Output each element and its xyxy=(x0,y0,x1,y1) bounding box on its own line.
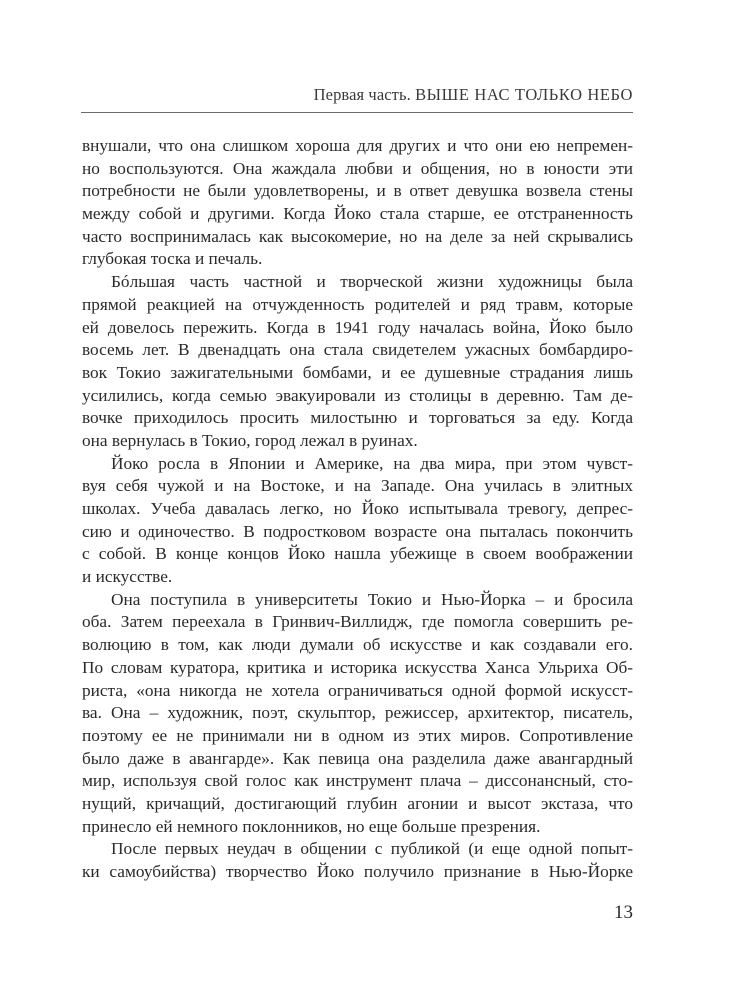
running-head xyxy=(82,84,633,106)
text-line: После первых неудач в общении с публикой (и еще одной попыт- xyxy=(111,839,633,859)
text-line: риста, «она никогда не хотела ограничиваться одной формой искусст- xyxy=(82,680,633,700)
body-text xyxy=(82,135,633,884)
text-line: ей довелось пережить. Когда в 1941 году началась война, Йоко было xyxy=(82,317,633,337)
text-line: волюцию в том, как люди думали об искусстве и как создавали его. xyxy=(82,635,633,655)
text-line: она вернулась в Токио, город лежал в руинах. xyxy=(82,430,418,450)
text-line: глубокая тоска и печаль. xyxy=(82,249,263,269)
text-line: восемь лет. В двенадцать она стала свидетелем ужасных бомбардиро- xyxy=(82,340,633,360)
text-line: вуя себя чужой и на Востоке, и на Западе. Она училась в элитных xyxy=(82,476,633,496)
text-line: Бóльшая часть частной и творческой жизни художницы была xyxy=(111,272,633,292)
text-line: поэтому ее не принимали ни в одном из этих миров. Сопротивление xyxy=(82,725,633,745)
text-line: Она поступила в университеты Токио и Нью-Йорка – и бросила xyxy=(111,589,633,609)
text-line: и искусстве. xyxy=(82,567,173,587)
text-line: вок Токио зажигательными бомбами, и ее душевные страдания лишь xyxy=(82,362,633,382)
paragraph xyxy=(82,589,633,839)
running-head-title: ВЫШЕ НАС ТОЛЬКО НЕБО xyxy=(415,85,633,104)
text-line: принесло ей немного поклонников, но еще больше презрения. xyxy=(82,816,541,836)
text-line: усилились, когда семью эвакуировали из столицы в деревню. Там де- xyxy=(82,385,633,405)
running-head-part: Первая часть. xyxy=(313,85,411,104)
text-line: было даже в авангарде». Как певица она разделила даже авангардный xyxy=(82,748,633,768)
text-line: вочке приходилось просить милостыню и торговаться за еду. Когда xyxy=(82,408,633,428)
header-rule xyxy=(81,112,633,113)
text-line: мир, используя свой голос как инструмент плача – диссонансный, сто- xyxy=(82,771,633,791)
text-line: ва. Она – художник, поэт, скульптор, режиссер, архитектор, писатель, xyxy=(82,703,633,723)
text-line: Йоко росла в Японии и Америке, на два мира, при этом чувст- xyxy=(111,453,633,473)
page-number: 13 xyxy=(614,902,633,923)
paragraph xyxy=(82,135,633,271)
paragraph xyxy=(82,453,633,589)
text-line: с собой. В конце концов Йоко нашла убежище в своем воображении xyxy=(82,544,633,564)
text-line: нущий, кричащий, достигающий глубин агонии и высот экстаза, что xyxy=(82,793,633,813)
text-line: По словам куратора, критика и историка искусства Ханса Ульриха Об- xyxy=(82,657,633,677)
text-line: внушали, что она слишком хороша для других и что они ею непремен- xyxy=(82,136,633,155)
text-line: прямой реакцией на отчужденность родителей и ряд травм, которые xyxy=(82,294,633,314)
text-line: но воспользуются. Она жаждала любви и общения, но в юности эти xyxy=(82,158,633,178)
text-line: между собой и другими. Когда Йоко стала старше, ее отстраненность xyxy=(82,204,633,224)
text-line: сию и одиночество. В подростковом возрасте она пыталась покончить xyxy=(82,521,633,541)
text-line: потребности не были удовлетворены, и в ответ девушка возвела стены xyxy=(82,181,633,201)
paragraph xyxy=(82,271,633,453)
text-line: ки самоубийства) творчество Йоко получило признание в Нью-Йорке xyxy=(82,862,633,881)
text-line: оба. Затем переехала в Гринвич-Виллидж, где помогла совершить ре- xyxy=(82,612,633,632)
text-line: школах. Учеба давалась легко, но Йоко испытывала тревогу, депрес- xyxy=(82,499,633,518)
text-line: часто воспринималась как высокомерие, но на деле за ней скрывались xyxy=(82,226,633,246)
paragraph xyxy=(82,838,633,883)
